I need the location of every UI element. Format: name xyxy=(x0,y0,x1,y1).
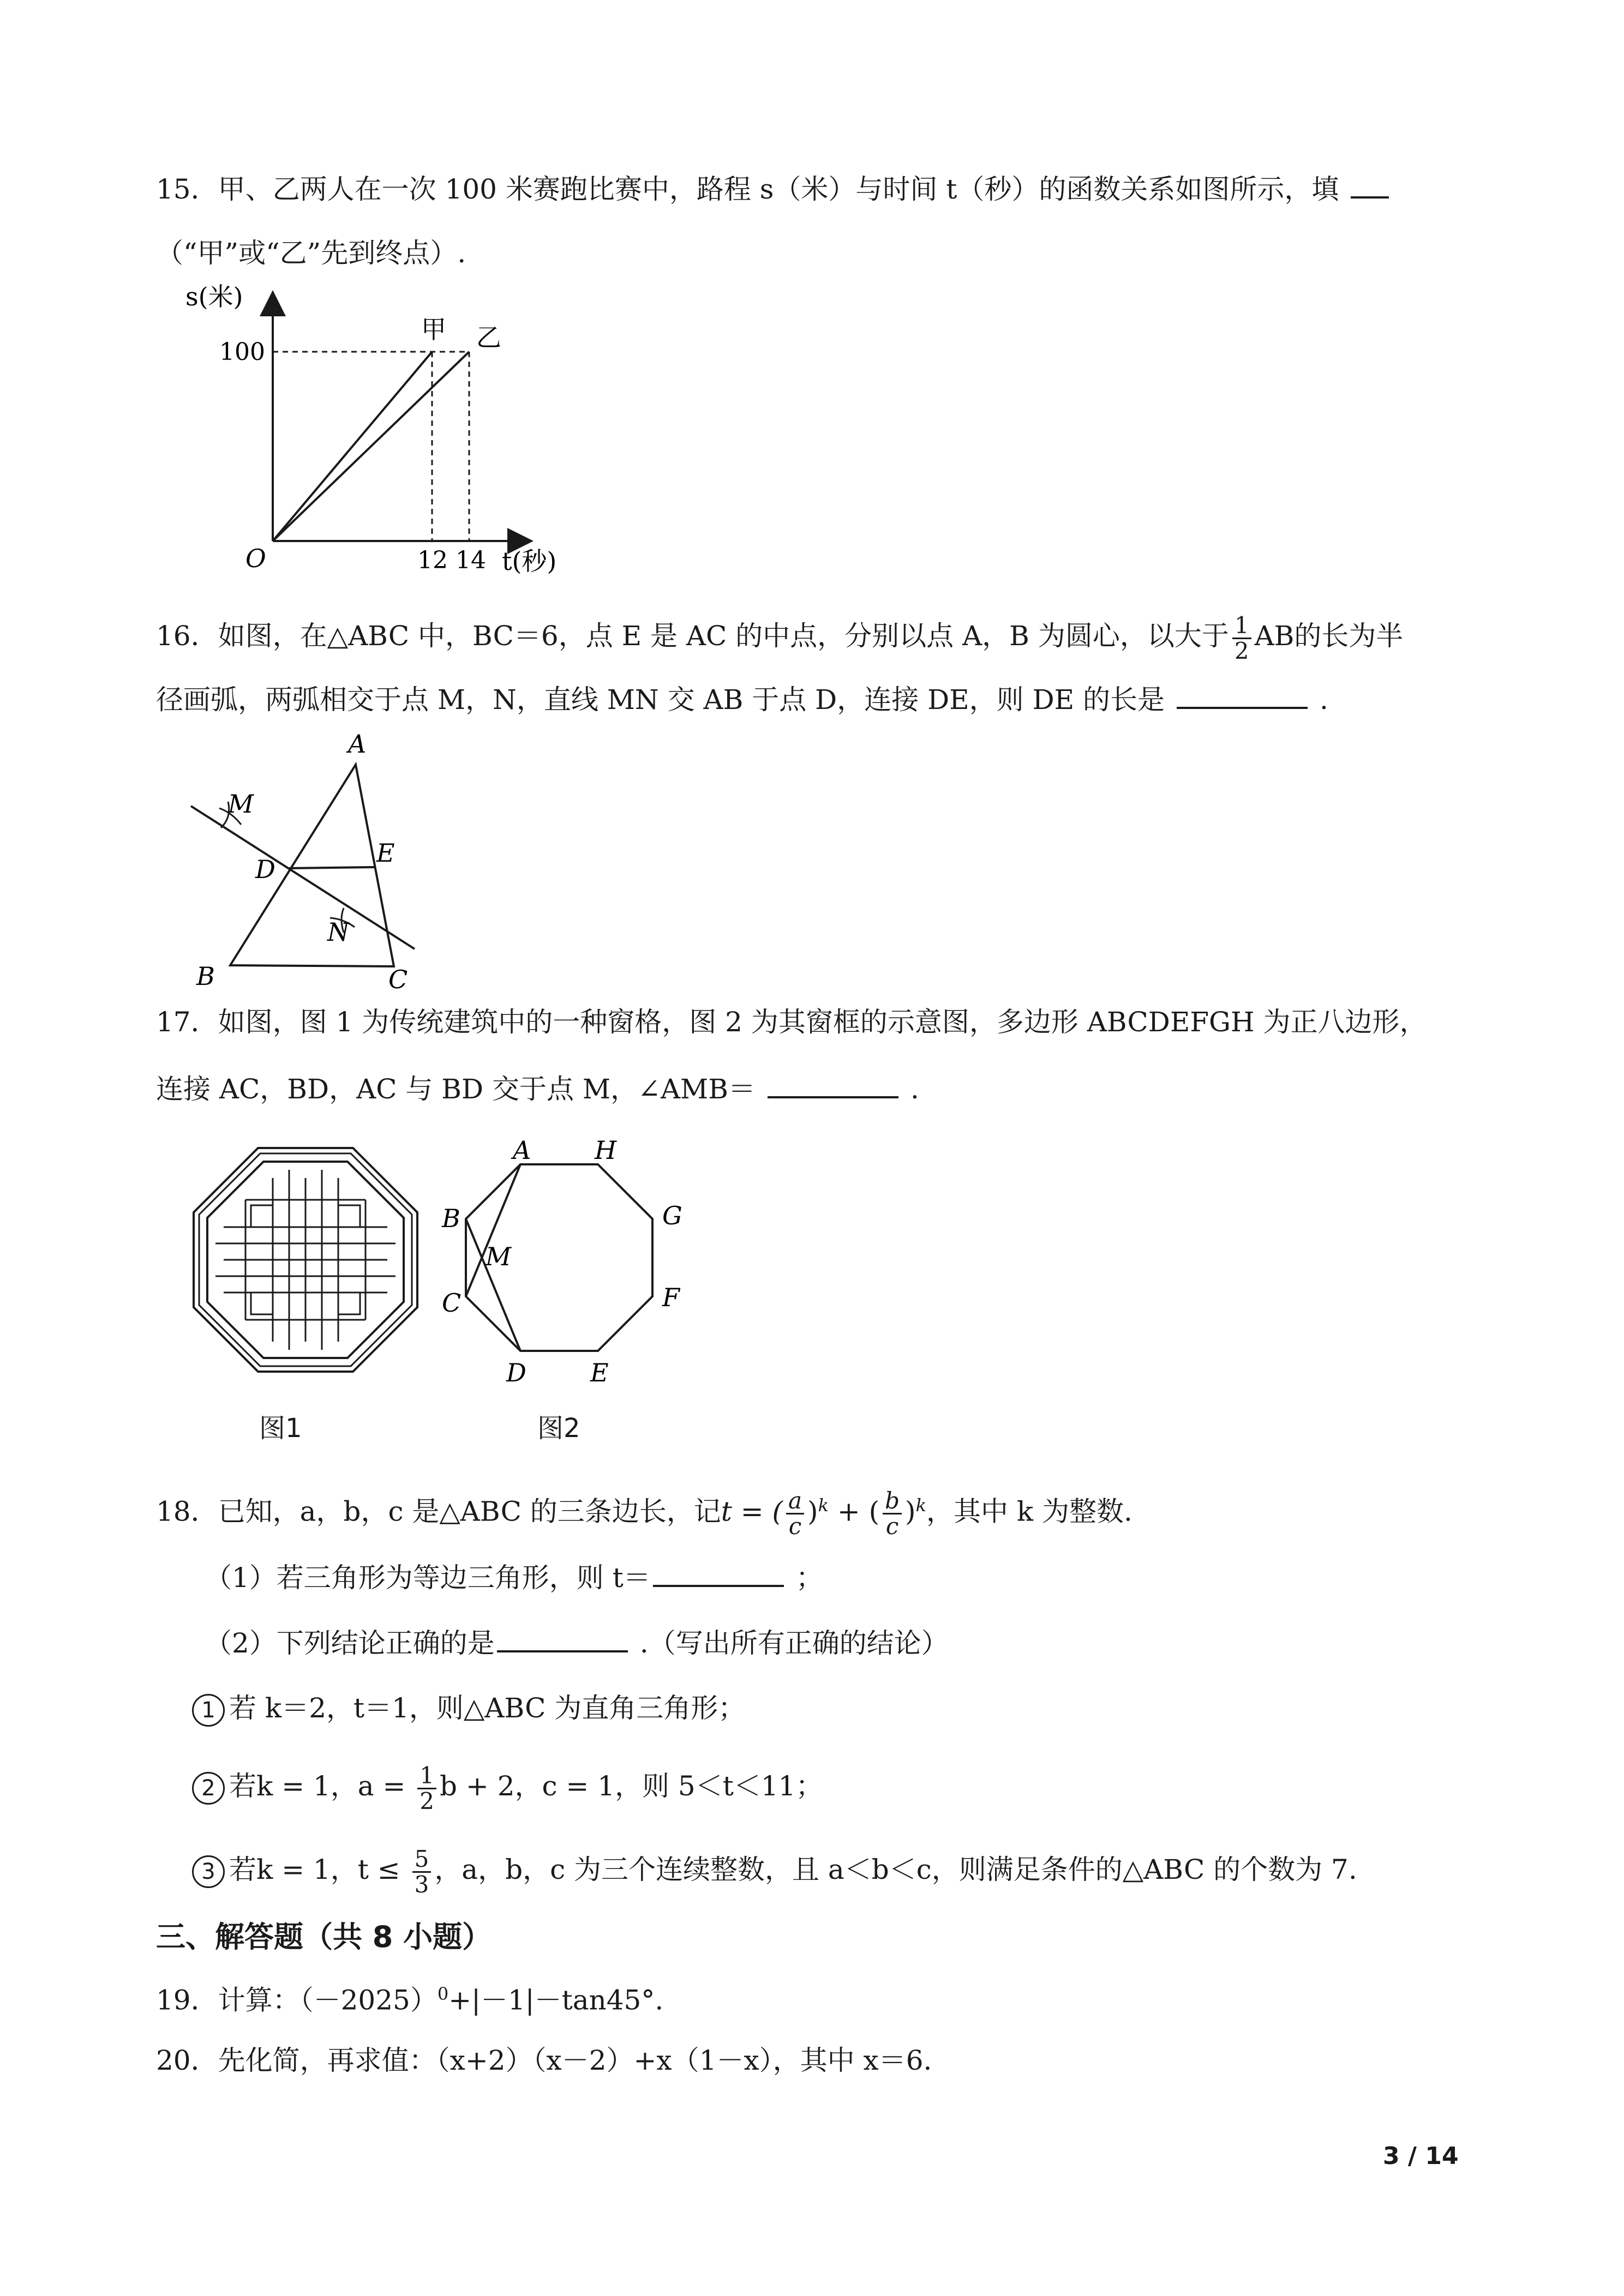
circled-3: 3 xyxy=(192,1855,225,1888)
label-e: E xyxy=(590,1358,609,1387)
q15-graph xyxy=(169,278,584,584)
origin-label: O xyxy=(245,544,266,573)
q18-choice-3: 3 若k = 1，t ≤ $\frac{5}{3}$ ，a，b，c 为三个连续整数，且 a＜b＜c，则满足条件的△ABC 的个数为 7. xyxy=(192,1842,1357,1897)
x-tick-14: 14 xyxy=(456,546,486,574)
label-n: N xyxy=(327,917,350,947)
section-heading-3: 三、解答题（共 8 小题） xyxy=(156,1920,492,1954)
label-g: G xyxy=(662,1201,682,1230)
label-d: D xyxy=(255,855,275,884)
q17-figure2-octagon xyxy=(431,1132,704,1393)
line-mn xyxy=(191,806,415,949)
label-e: E xyxy=(376,838,395,868)
fig1-caption: 图1 xyxy=(259,1413,302,1444)
series-jia-line xyxy=(273,352,432,541)
q18-sub1: （1）若三角形为等边三角形，则 t＝ ； xyxy=(205,1559,823,1595)
q18-sub2: （2）下列结论正确的是 .（写出所有正确的结论） xyxy=(205,1624,949,1661)
label-d: D xyxy=(506,1358,526,1387)
series-jia-label: 甲 xyxy=(421,315,446,344)
label-m: M xyxy=(228,789,254,819)
label-m: M xyxy=(486,1242,512,1271)
label-b: B xyxy=(196,961,215,991)
q15-answer-blank[interactable] xyxy=(1351,170,1389,199)
q17-line2: 连接 AC，BD，AC 与 BD 交于点 M，∠AMB＝ . xyxy=(156,1070,919,1107)
diagonal-ac xyxy=(466,1164,520,1296)
label-h: H xyxy=(595,1135,617,1165)
label-c: C xyxy=(388,965,408,993)
q17-figure1-lattice xyxy=(191,1145,420,1374)
label-f: F xyxy=(662,1283,680,1312)
label-a: A xyxy=(513,1135,531,1165)
q18-line1: 18．已知，a，b，c 是△ABC 的三条边长，记t = ( $\frac{a}{c}$ )$^k$ + ( $\frac{b}{c}$ )$^k$，其中 k 为整数. xyxy=(156,1487,1132,1540)
q20: 20．先化简，再求值：（x+2）（x－2）+x（1－x），其中 x＝6. xyxy=(156,2045,932,2076)
q18-choice-1: 1 若 k＝2，t＝1，则△ABC 为直角三角形； xyxy=(192,1691,745,1727)
circled-1: 1 xyxy=(192,1694,225,1727)
q15-line1: 15．甲、乙两人在一次 100 米赛跑比赛中，路程 s（米）与时间 t（秒）的函数关系如图所示，填 xyxy=(156,170,1401,207)
q16-line2: 径画弧，两弧相交于点 M，N，直线 MN 交 AB 于点 D，连接 DE，则 DE 的长是 . xyxy=(156,681,1328,717)
q16-fraction: $\frac{1}{2}$ xyxy=(1232,614,1251,663)
q17-line1: 17．如图，图 1 为传统建筑中的一种窗格，图 2 为其窗框的示意图，多边形 ABCDEFGH 为正八边形， xyxy=(156,1006,1427,1038)
y-tick-100: 100 xyxy=(219,338,265,366)
q15-line2: （“甲”或“乙”先到终点）. xyxy=(156,237,466,269)
x-axis-label: t(秒) xyxy=(502,546,557,576)
page-number: 3 / 14 xyxy=(1383,2142,1459,2170)
q19: 19．计算：$(-2025)^0+|-1|-\tan 45^\circ$. xyxy=(156,1984,664,2016)
x-tick-12: 12 xyxy=(417,546,448,574)
segment-de xyxy=(289,867,375,868)
label-a: A xyxy=(348,729,367,759)
label-c: C xyxy=(442,1288,462,1318)
diagonal-bd xyxy=(466,1219,520,1351)
y-axis-label: s(米) xyxy=(185,282,243,311)
q18-choice-2: 2 若k = 1，a = $\frac{1}{2}$ b + 2，c = 1，则 5＜t＜11； xyxy=(192,1759,823,1813)
series-yi-label: 乙 xyxy=(476,323,501,352)
q16-line1: 16．如图，在△ABC 中，BC＝6，点 E 是 AC 的中点，分别以点 A，B 为圆心，以大于 $\frac{1}{2}$ AB的长为半 xyxy=(156,611,1404,664)
q16-figure xyxy=(180,725,436,993)
q18-sub2-blank[interactable] xyxy=(497,1624,628,1652)
label-b: B xyxy=(442,1204,460,1233)
fig2-caption: 图2 xyxy=(537,1413,580,1444)
circled-2: 2 xyxy=(192,1772,225,1805)
triangle-abc xyxy=(230,765,394,966)
q17-answer-blank[interactable] xyxy=(768,1070,898,1098)
q18-sub1-blank[interactable] xyxy=(653,1559,784,1587)
q16-answer-blank[interactable] xyxy=(1177,681,1308,709)
series-yi-line xyxy=(273,352,469,541)
